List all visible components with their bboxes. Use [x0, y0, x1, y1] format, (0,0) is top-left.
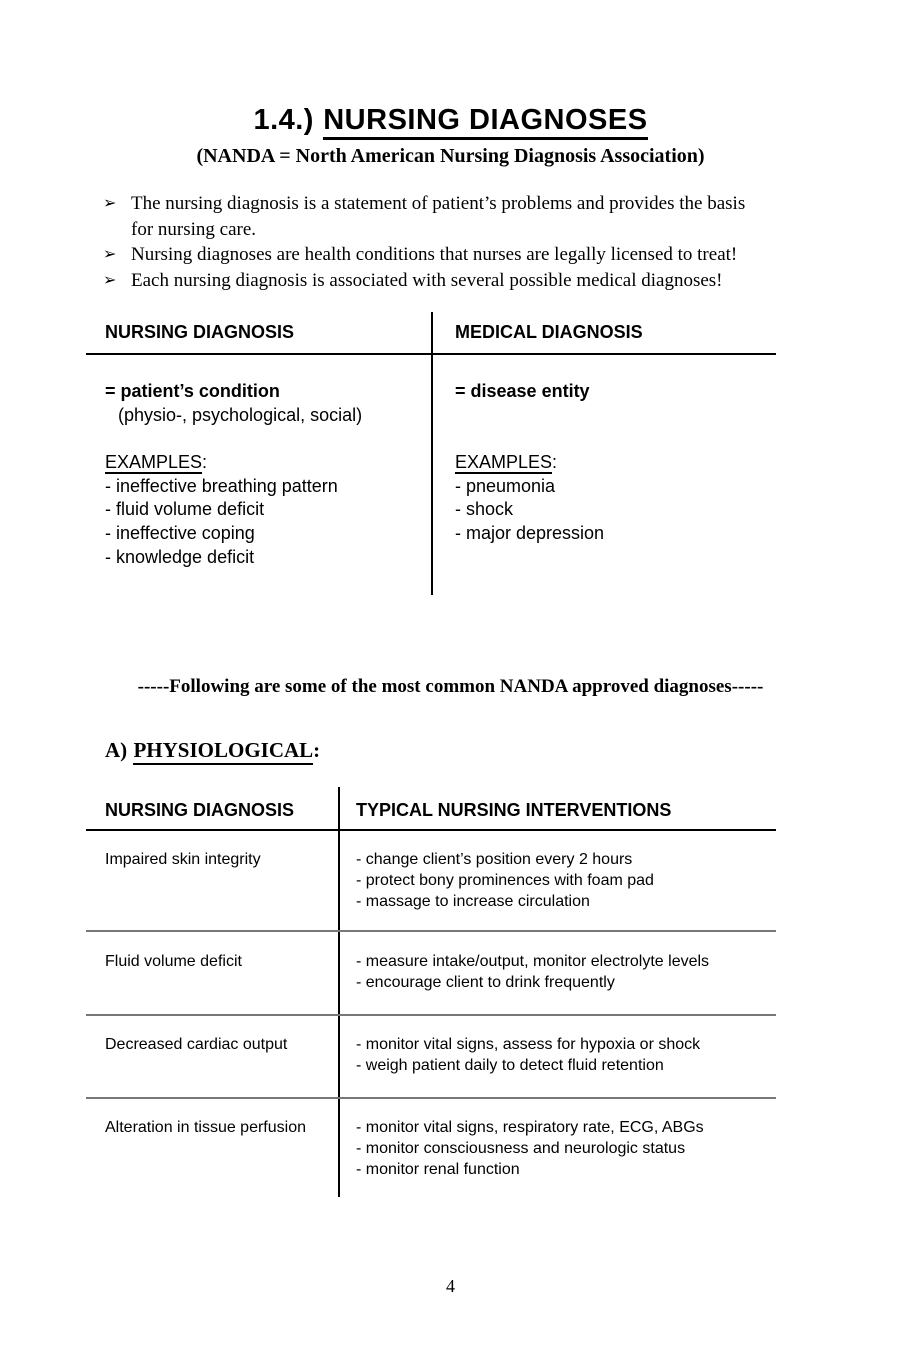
arrow-bullet-icon: ➢ — [103, 246, 117, 263]
interventions-header-diagnosis: NURSING DIAGNOSIS — [105, 800, 295, 820]
intervention-item: - change client’s position every 2 hours — [356, 851, 633, 868]
section-heading — [105, 738, 320, 763]
intervention-item: - monitor consciousness and neurologic status — [356, 1140, 686, 1157]
examples-heading — [105, 451, 338, 475]
comparison-header-medical: MEDICAL DIAGNOSIS — [455, 322, 643, 342]
header-rule-line — [86, 353, 776, 355]
section-colon: : — [313, 738, 321, 762]
bullet-line: Nursing diagnoses are health conditions that nurses are legally licensed to treat! — [131, 244, 738, 265]
bullet-list — [103, 191, 803, 293]
example-item: - fluid volume deficit — [105, 499, 265, 520]
bullet-item — [103, 242, 803, 268]
bullet-text — [131, 268, 803, 294]
arrow-bullet-icon: ➢ — [103, 271, 117, 289]
medical-definition-cell — [455, 380, 590, 404]
example-item: - ineffective breathing pattern — [105, 475, 338, 496]
title-main: NURSING DIAGNOSES — [323, 104, 647, 140]
section-prefix: A) — [105, 738, 128, 762]
diagnosis-cell: Impaired skin integrity — [105, 851, 261, 868]
interventions-cell — [356, 1034, 776, 1076]
row-separator-line — [86, 930, 776, 932]
bullet-item — [103, 191, 803, 242]
definition-note: (physio-, psychological, social) — [118, 404, 363, 425]
intervention-item: - monitor renal function — [356, 1161, 520, 1178]
examples-heading — [455, 451, 604, 475]
nursing-definition-cell — [105, 380, 362, 427]
definition-text: = patient’s condition — [105, 381, 280, 401]
bullet-text — [131, 191, 803, 242]
interventions-cell — [356, 849, 776, 912]
subtitle: (NANDA = North American Nursing Diagnosis Association) — [196, 145, 705, 167]
intervention-item: - encourage client to drink frequently — [356, 974, 615, 991]
intervention-item: - weigh patient daily to detect fluid retention — [356, 1057, 664, 1074]
interventions-header-interventions: TYPICAL NURSING INTERVENTIONS — [356, 800, 672, 820]
examples-label: EXAMPLES — [455, 452, 553, 472]
example-item: - pneumonia — [455, 475, 556, 496]
bullet-line: The nursing diagnosis is a statement of patient’s problems and provides the basis — [131, 193, 746, 214]
row-separator-line — [86, 1014, 776, 1016]
example-item: - knowledge deficit — [105, 546, 255, 567]
medical-examples-cell — [455, 451, 604, 546]
column-divider-line — [338, 787, 340, 1197]
example-item: - major depression — [455, 523, 605, 544]
intervention-item: - monitor vital signs, respiratory rate, ECG, ABGs — [356, 1119, 704, 1136]
nursing-examples-cell — [105, 451, 338, 570]
bullet-line: Each nursing diagnosis is associated with several possible medical diagnoses! — [131, 269, 723, 291]
interventions-cell — [356, 1117, 776, 1180]
diagnosis-cell: Decreased cardiac output — [105, 1036, 288, 1053]
intervention-item: - monitor vital signs, assess for hypoxia or shock — [356, 1036, 701, 1053]
diagnosis-cell: Alteration in tissue perfusion — [105, 1119, 306, 1136]
page-number: 4 — [446, 1276, 455, 1296]
example-item: - ineffective coping — [105, 523, 255, 544]
page-title — [0, 104, 901, 137]
header-rule-line — [86, 829, 776, 831]
comparison-header-nursing: NURSING DIAGNOSIS — [105, 322, 295, 342]
bullet-text — [131, 242, 803, 268]
examples-colon: : — [552, 452, 558, 472]
definition-text: = disease entity — [455, 381, 590, 401]
examples-label: EXAMPLES — [105, 452, 203, 472]
divider-caption: -----Following are some of the most common NANDA approved diagnoses----- — [137, 676, 764, 697]
arrow-bullet-icon: ➢ — [103, 195, 117, 212]
diagnosis-cell: Fluid volume deficit — [105, 953, 242, 970]
section-label: PHYSIOLOGICAL — [133, 738, 313, 765]
bullet-item — [103, 268, 803, 294]
bullet-line: for nursing care. — [131, 218, 257, 240]
examples-colon: : — [202, 452, 208, 472]
intervention-item: - measure intake/output, monitor electrolyte levels — [356, 953, 710, 970]
example-item: - shock — [455, 499, 514, 520]
interventions-cell — [356, 951, 776, 993]
row-separator-line — [86, 1097, 776, 1099]
intervention-item: - massage to increase circulation — [356, 893, 590, 910]
title-prefix: 1.4.) — [253, 104, 314, 136]
intervention-item: - protect bony prominences with foam pad — [356, 872, 654, 889]
